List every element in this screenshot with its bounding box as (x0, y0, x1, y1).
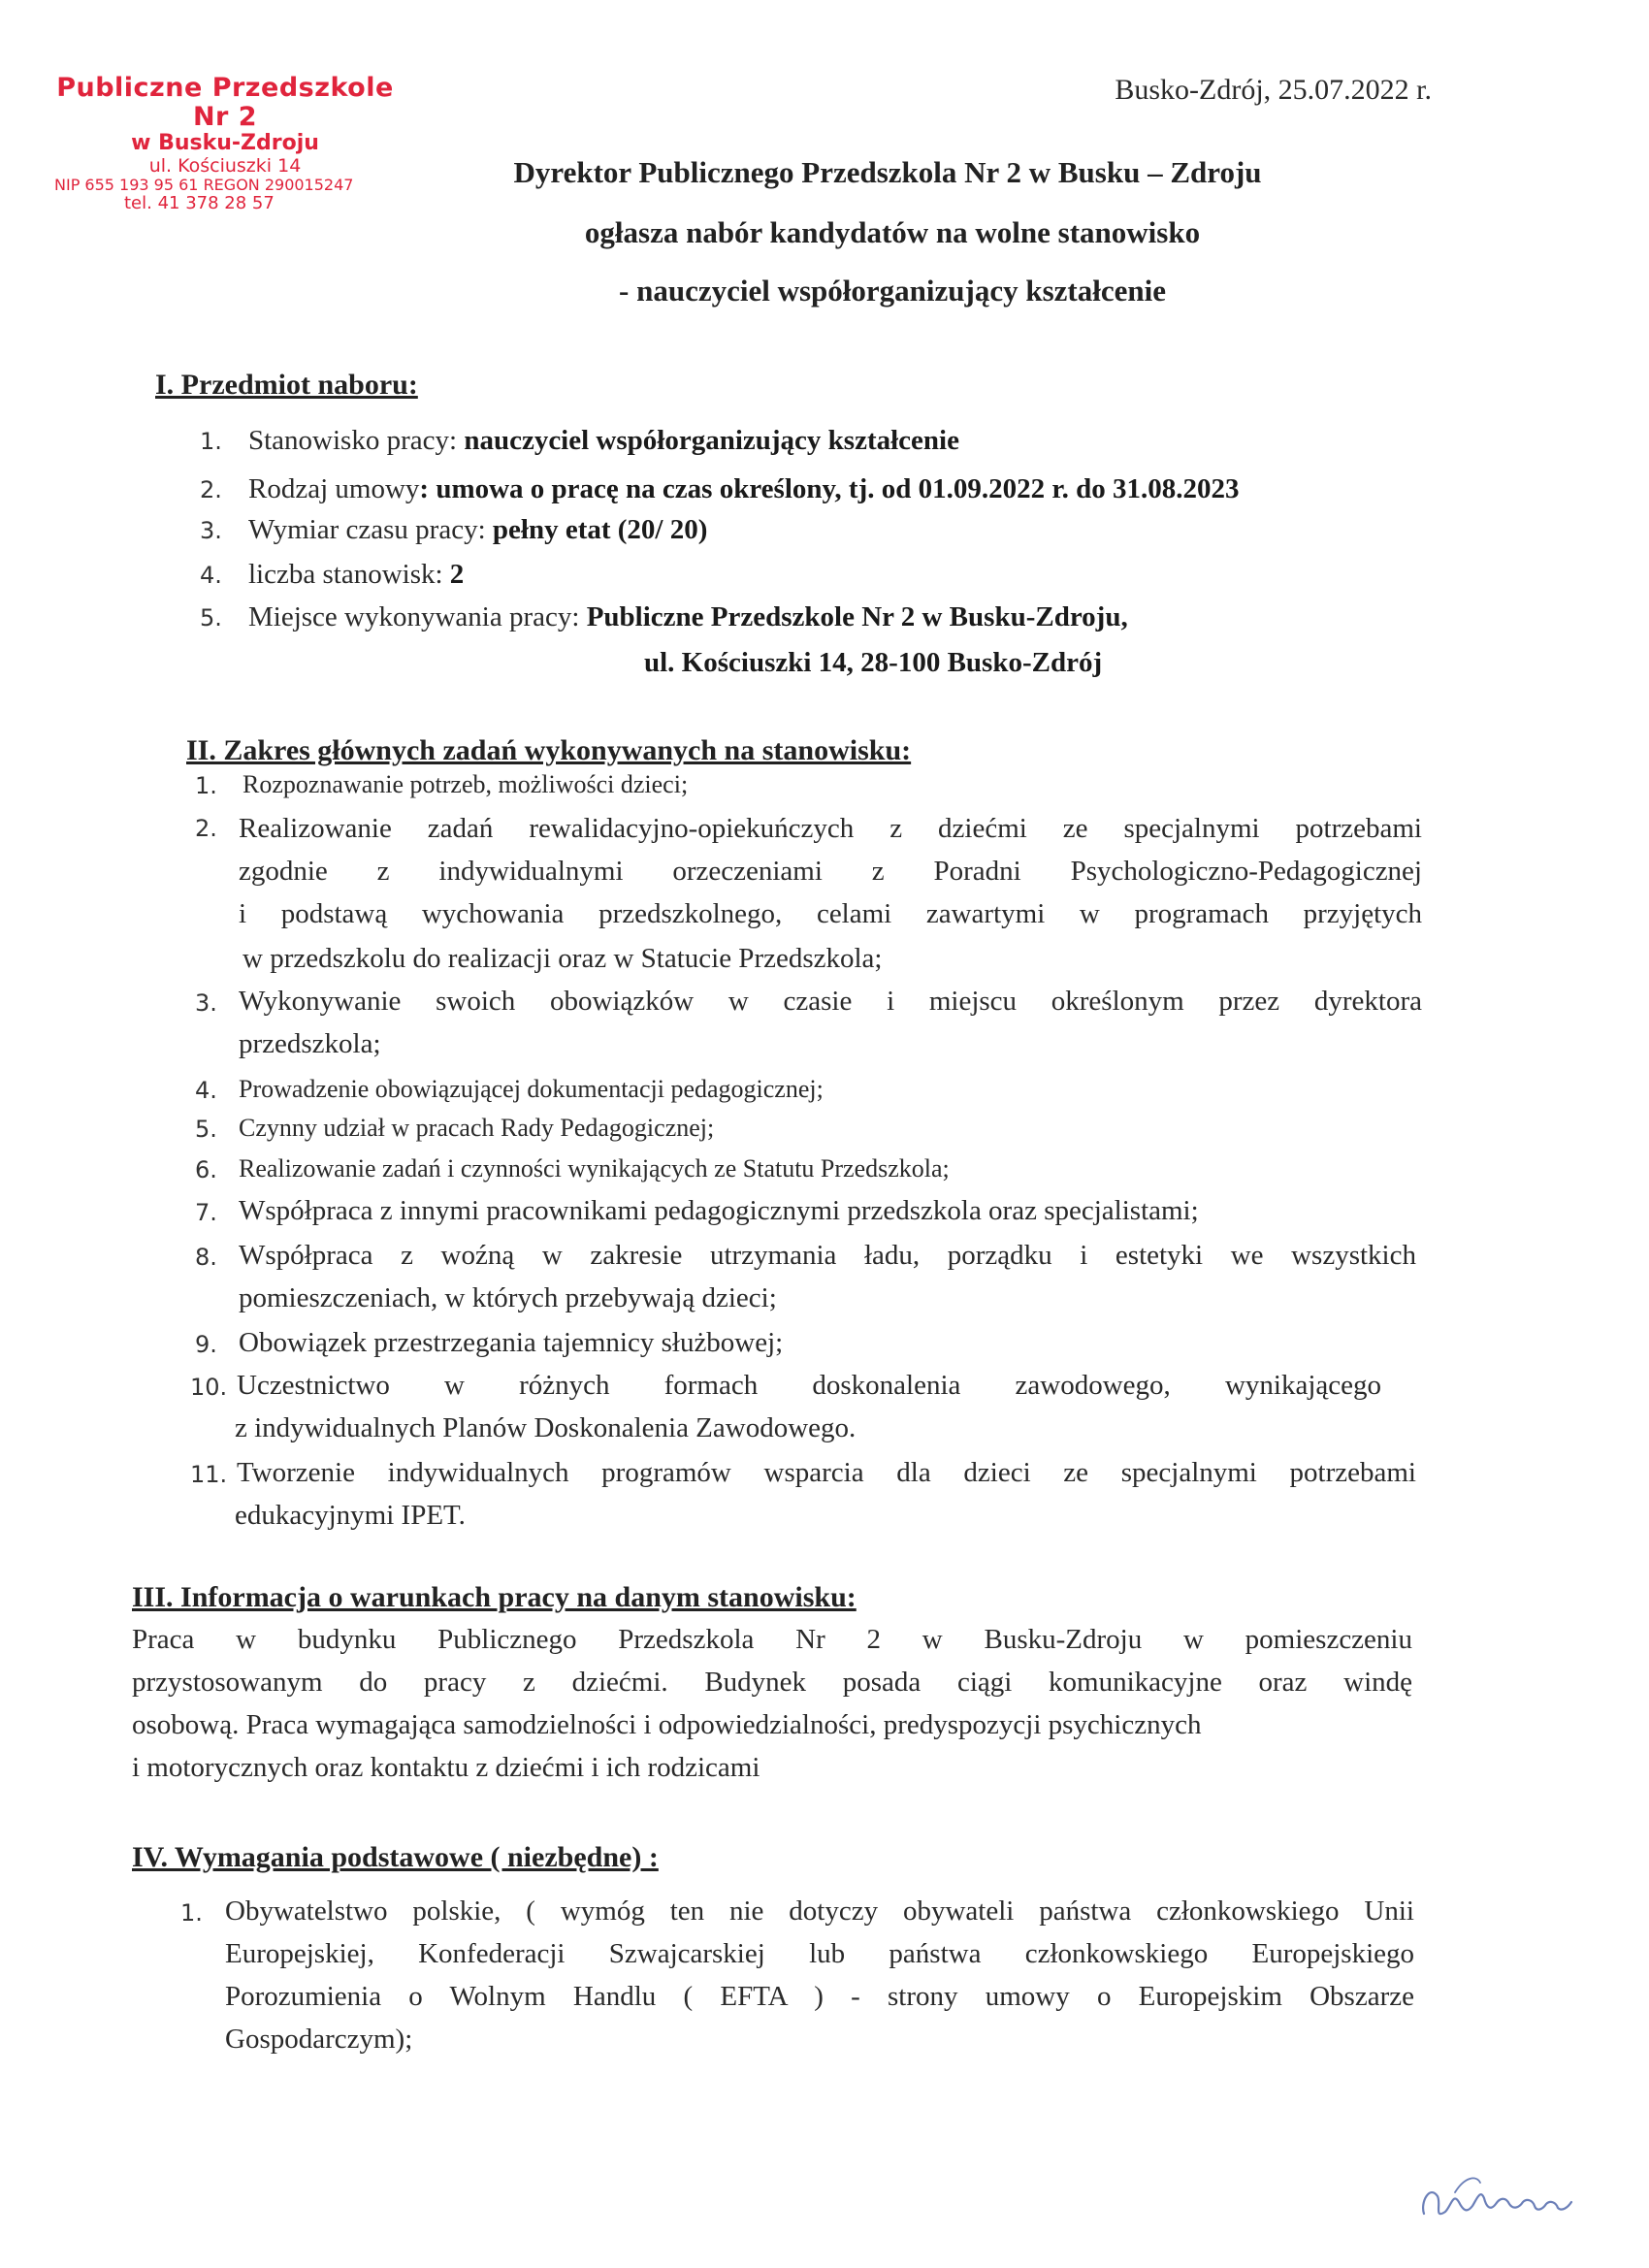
list-item: Realizowanie zadań i czynności wynikających ze Statutu Przedszkola; (239, 1154, 950, 1183)
list-item-cont: Europejskiej, Konfederacji Szwajcarskiej lub państwa członkowskiego Europejskiego (225, 1938, 1414, 1969)
list-item: Miejsce wykonywania pracy: Publiczne Przedszkole Nr 2 w Busku-Zdroju, (248, 601, 1128, 632)
handwritten-signature-icon (1416, 2163, 1581, 2231)
list-number: 1. (200, 428, 222, 455)
list-item-cont: edukacyjnymi IPET. (235, 1500, 466, 1531)
paragraph-line: przystosowanym do pracy z dziećmi. Budynek posada ciągi komunikacyjne oraz windę (132, 1667, 1412, 1698)
paragraph-line: i motorycznych oraz kontaktu z dziećmi i ich rodzicami (132, 1752, 760, 1783)
stamp-street: ul. Kościuszki 14 (148, 155, 302, 178)
section-2-heading: II. Zakres głównych zadań wykonywanych na stanowisku: (186, 734, 912, 766)
list-item-cont: Porozumienia o Wolnym Handlu ( EFTA ) - strony umowy o Europejskim Obszarze (225, 1981, 1414, 2012)
header-line-1: Dyrektor Publicznego Przedszkola Nr 2 w Busku – Zdroju (513, 155, 1262, 189)
list-item: Stanowisko pracy: nauczyciel współorganizujący kształcenie (248, 425, 959, 456)
section-4-heading: IV. Wymagania podstawowe ( niezbędne) : (132, 1841, 659, 1873)
document-date: Busko-Zdrój, 25.07.2022 r. (1115, 74, 1432, 106)
list-item: Prowadzenie obowiązującej dokumentacji pedagogicznej; (239, 1075, 824, 1103)
stamp-name: Publiczne Przedszkole Nr 2 (56, 73, 394, 133)
section-1-heading: I. Przedmiot naboru: (155, 369, 418, 401)
paragraph-line: osobową. Praca wymagająca samodzielności i odpowiedzialności, predyspozycji psychicznych (132, 1709, 1202, 1740)
list-item: Współpraca z woźną w zakresie utrzymania ładu, porządku i estetyki we wszystkich (239, 1240, 1416, 1271)
stamp-phone: tel. 41 378 28 57 (124, 193, 275, 214)
list-item: Obywatelstwo polskie, ( wymóg ten nie dotyczy obywateli państwa członkowskiego Unii (225, 1895, 1414, 1927)
paragraph-line: Praca w budynku Publicznego Przedszkola Nr 2 w Busku-Zdroju w pomieszczeniu (132, 1624, 1412, 1655)
list-item: Realizowanie zadań rewalidacyjno-opiekuńczych z dziećmi ze specjalnymi potrzebami (239, 813, 1422, 844)
list-item-cont: zgodnie z indywidualnymi orzeczeniami z Poradni Psychologiczno-Pedagogicznej (239, 856, 1422, 887)
list-item-cont: pomieszczeniach, w których przebywają dzieci; (239, 1282, 777, 1313)
list-item-cont: w przedszkolu do realizacji oraz w Statucie Przedszkola; (242, 943, 883, 974)
list-item: liczba stanowisk: 2 (248, 559, 465, 590)
list-item: Czynny udział w pracach Rady Pedagogicznej; (239, 1114, 715, 1142)
institution-stamp (50, 74, 400, 213)
address-continuation: ul. Kościuszki 14, 28-100 Busko-Zdrój (644, 647, 1103, 678)
list-item: Tworzenie indywidualnych programów wsparcia dla dzieci ze specjalnymi potrzebami (237, 1457, 1416, 1488)
stamp-ids: NIP 655 193 95 61 REGON 290015247 (54, 176, 354, 195)
list-item-cont: z indywidualnych Planów Doskonalenia Zawodowego. (235, 1412, 857, 1443)
list-item-cont: przedszkola; (239, 1028, 381, 1059)
list-number: 4. (200, 562, 222, 589)
list-item-cont: i podstawą wychowania przedszkolnego, celami zawartymi w programach przyjętych (239, 898, 1422, 929)
stamp-city: w Busku-Zdroju (131, 131, 319, 156)
document-page: Publiczne Przedszkole Nr 2 w Busku-Zdroju ul. Kościuszki 14 NIP 655 193 95 61 REGON 290015247 tel. 41 378 28 57 Busko-Zdrój, 25.07.2022 r. Dyrektor Publicznego Przedszkola Nr 2 w Busku – Zdroju ogłasza nabór kandydatów na wolne stanowisko - nauczyciel współorganizujący kształcenie I. Przedmiot naboru: 1. Stanowisko pracy: nauczyciel współorganizujący kształcenie 2. Rodzaj umowy: umowa o pracę na czas określony, tj. od 01.09.2022 r. do 31.08.2023 3. Wymiar czasu pracy: pełny etat (20/ 20) 4. liczba stanowisk: 2 5. Miejsce wykonywania pracy: Publiczne Przedszkole Nr 2 w Busku-Zdroju, ul. Kościuszki 14, 28-100 Busko-Zdrój II. Zakres głównych zadań wykonywanych na stanowisku: 1. Rozpoznawanie potrzeb, możliwości dzieci; 2. Realizowanie zadań rewalidacyjno-opiekuńczych z dziećmi ze specjalnymi potrzebami zgodnie z indywidualnymi orzeczeniami z Poradni Psychologiczno-Pedagogicznej i podstawą wychowania przedszkolnego, celami zawartymi w programach przyjętych w przedszkolu do realizacji oraz w Statucie Przedszkola; 3. Wykonywanie swoich obowiązków w czasie i miejscu określonym przez dyrektora przedszkola; 4. Prowadzenie obowiązującej dokumentacji pedagogicznej; 5. Czynny udział w pracach Rady Pedagogicznej; 6. Realizowanie zadań i czynności wynikających ze Statutu Przedszkola; 7. Współpraca z innymi pracownikami pedagogicznymi przedszkola oraz specjalistami; 8. Współpraca z woźną w zakresie utrzymania ładu, porządku i estetyki we wszystkich pomieszczeniach, w których przebywają dzieci; 9. Obowiązek przestrzegania tajemnicy służbowej; 10. Uczestnictwo w różnych formach doskonalenia zawodowego, wynikającego z indywidualnych Planów Doskonalenia Zawodowego. 11. Tworzenie indywidualnych programów wsparcia dla dzieci ze specjalnymi potrzebami edukacyjnymi IPET. III. Informacja o warunkach pracy na danym stanowisku: Praca w budynku Publicznego Przedszkola Nr 2 w Busku-Zdroju w pomieszczeniu przystosowanym do pracy z dziećmi. Budynek posada ciągi komunikacyjne oraz windę osobową. Praca wymagająca samodzielności i odpowiedzialności, predyspozycji psychicznych i motorycznych oraz kontaktu z dziećmi i ich rodzicami IV. Wymagania podstawowe ( niezbędne) : 1. Obywatelstwo polskie, ( wymóg ten nie dotyczy obywateli państwa członkowskiego Unii Europejskiej, Konfederacji Szwajcarskiej lub państwa członkowskiego Europejskiego Porozumienia o Wolnym Handlu ( EFTA ) - strony umowy o Europejskim Obszarze Gospodarczym); (0, 0, 1649, 2268)
header-line-3: - nauczyciel współorganizujący kształcenie (619, 274, 1166, 308)
list-item: Rodzaj umowy: umowa o pracę na czas określony, tj. od 01.09.2022 r. do 31.08.2023 (248, 473, 1240, 504)
list-item: Uczestnictwo w różnych formach doskonalenia zawodowego, wynikającego (237, 1370, 1381, 1401)
list-number: 3. (200, 517, 222, 544)
list-number: 2. (200, 476, 222, 503)
header-line-2: ogłasza nabór kandydatów na wolne stanowisko (584, 215, 1201, 249)
list-item-cont: Gospodarczym); (225, 2024, 413, 2055)
section-3-heading: III. Informacja o warunkach pracy na danym stanowisku: (132, 1581, 857, 1613)
list-number: 5. (200, 604, 222, 632)
list-item: Rozpoznawanie potrzeb, możliwości dzieci; (242, 770, 689, 798)
list-item: Wykonywanie swoich obowiązków w czasie i miejscu określonym przez dyrektora (239, 986, 1422, 1017)
list-item: Obowiązek przestrzegania tajemnicy służbowej; (239, 1327, 784, 1358)
list-item: Współpraca z innymi pracownikami pedagogicznymi przedszkola oraz specjalistami; (239, 1195, 1199, 1226)
list-item: Wymiar czasu pracy: pełny etat (20/ 20) (248, 514, 708, 545)
